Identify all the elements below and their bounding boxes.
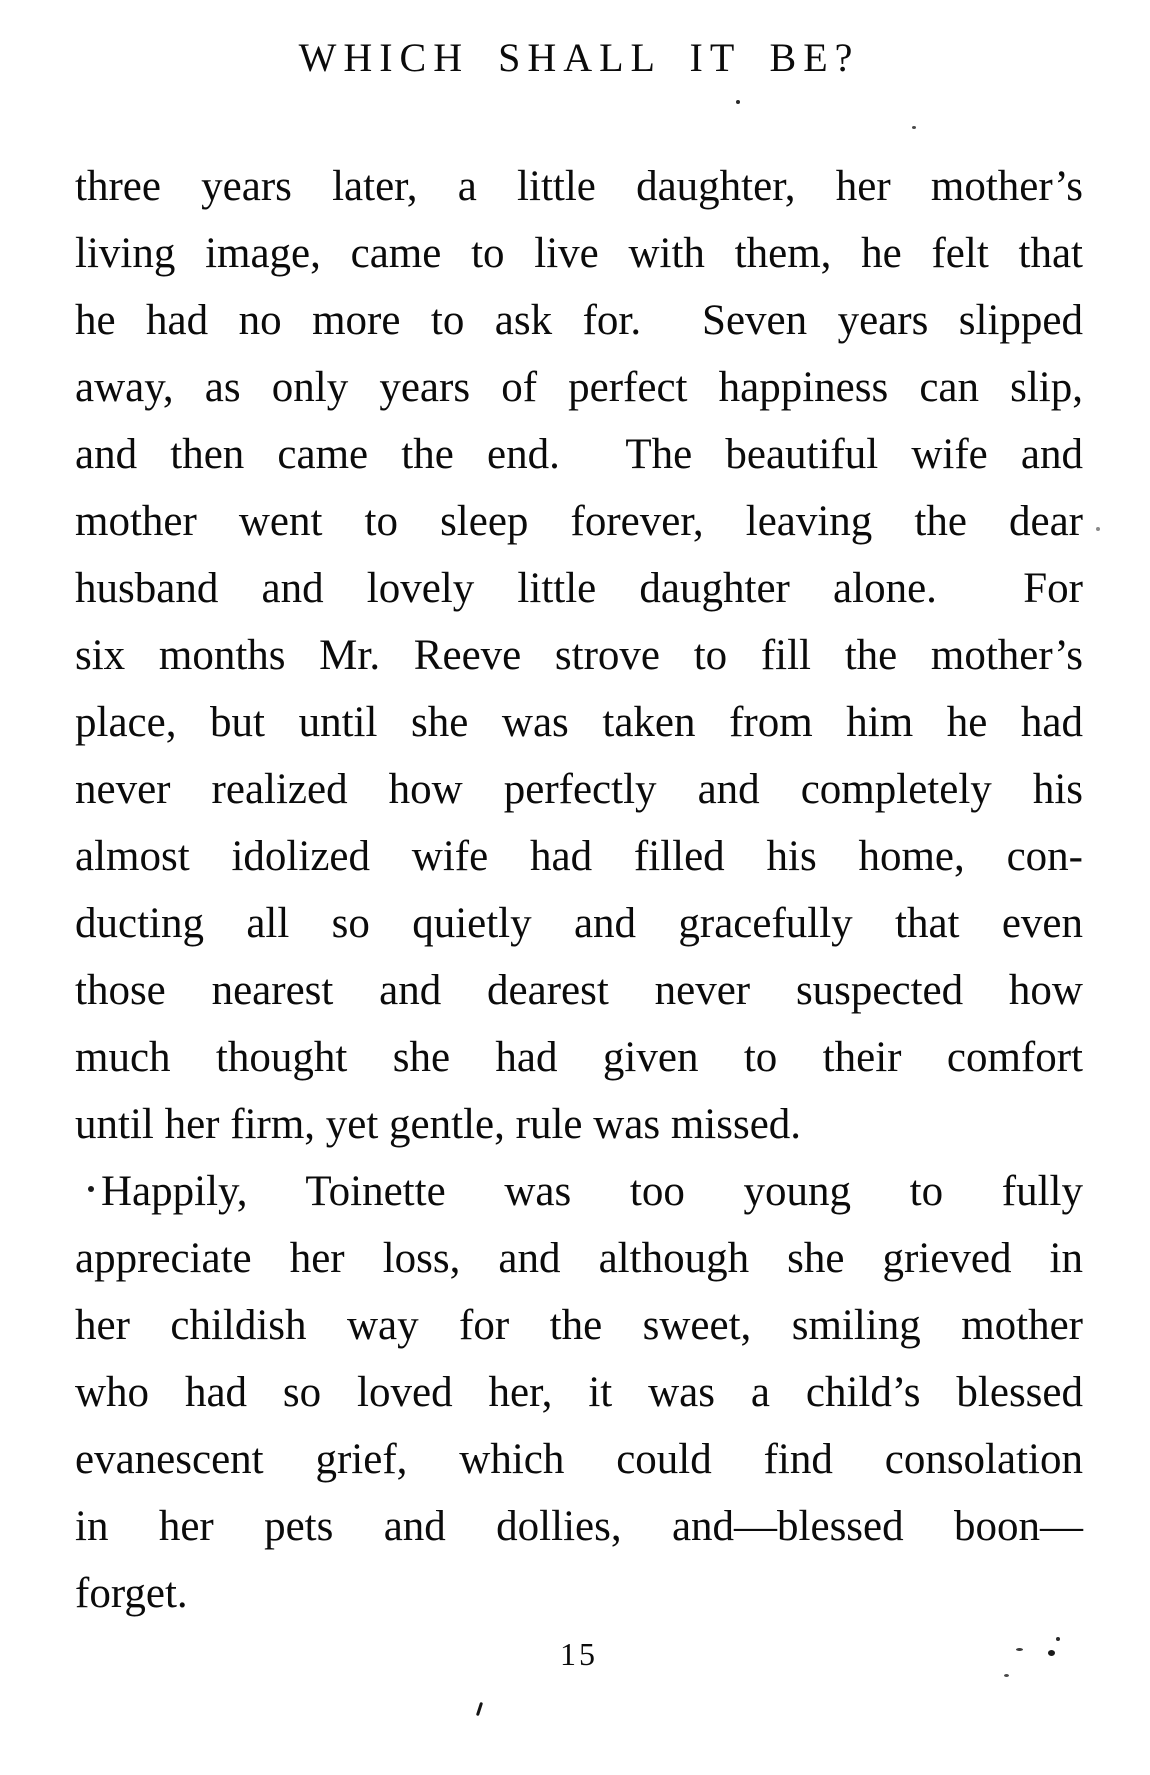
text-line: appreciate her loss, and although she grieved in bbox=[75, 1235, 1083, 1282]
ink-speck bbox=[88, 1186, 94, 1192]
text-line: who had so loved her, it was a child’s blessed bbox=[75, 1369, 1083, 1416]
text-line: in her pets and dollies, and—blessed boon— bbox=[75, 1503, 1083, 1550]
text-line: husband and lovely little daughter alone. For bbox=[75, 565, 1083, 612]
ink-speck bbox=[1004, 1674, 1009, 1677]
text-line: never realized how perfectly and completely his bbox=[75, 766, 1083, 813]
text-line: evanescent grief, which could find consolation bbox=[75, 1436, 1083, 1483]
text-line: until her firm, yet gentle, rule was missed. bbox=[75, 1101, 802, 1148]
running-head-title: WHICH SHALL IT BE? bbox=[298, 35, 860, 80]
text-line: and then came the end. The beautiful wife and bbox=[75, 431, 1083, 478]
ink-speck bbox=[1048, 1650, 1055, 1656]
text-line: ducting all so quietly and gracefully that even bbox=[75, 900, 1083, 947]
text-line: much thought she had given to their comfort bbox=[75, 1034, 1083, 1081]
text-line: living image, came to live with them, he felt that bbox=[75, 230, 1083, 277]
text-line: those nearest and dearest never suspected how bbox=[75, 967, 1083, 1014]
ink-speck bbox=[1056, 1637, 1060, 1641]
text-line: six months Mr. Reeve strove to fill the mother’s bbox=[75, 632, 1083, 679]
ink-stroke bbox=[476, 1702, 483, 1716]
text-line: place, but until she was taken from him he had bbox=[75, 699, 1083, 746]
text-line: three years later, a little daughter, her mother’s bbox=[75, 163, 1083, 210]
text-line: he had no more to ask for. Seven years slipped bbox=[75, 297, 1083, 344]
text-line: away, as only years of perfect happiness can slip, bbox=[75, 364, 1083, 411]
ink-speck bbox=[1096, 527, 1100, 531]
text-line: mother went to sleep forever, leaving the dear bbox=[75, 498, 1083, 545]
ink-speck bbox=[912, 126, 916, 129]
ink-speck bbox=[1016, 1648, 1023, 1651]
body-text bbox=[75, 153, 1083, 1627]
text-line: almost idolized wife had filled his home, con- bbox=[75, 833, 1083, 880]
ink-speck bbox=[736, 100, 740, 104]
text-line: Happily, Toinette was too young to fully bbox=[101, 1168, 1083, 1215]
text-line: her childish way for the sweet, smiling mother bbox=[75, 1302, 1083, 1349]
text-line: forget. bbox=[75, 1570, 188, 1617]
page-number: 15 bbox=[560, 1636, 598, 1672]
